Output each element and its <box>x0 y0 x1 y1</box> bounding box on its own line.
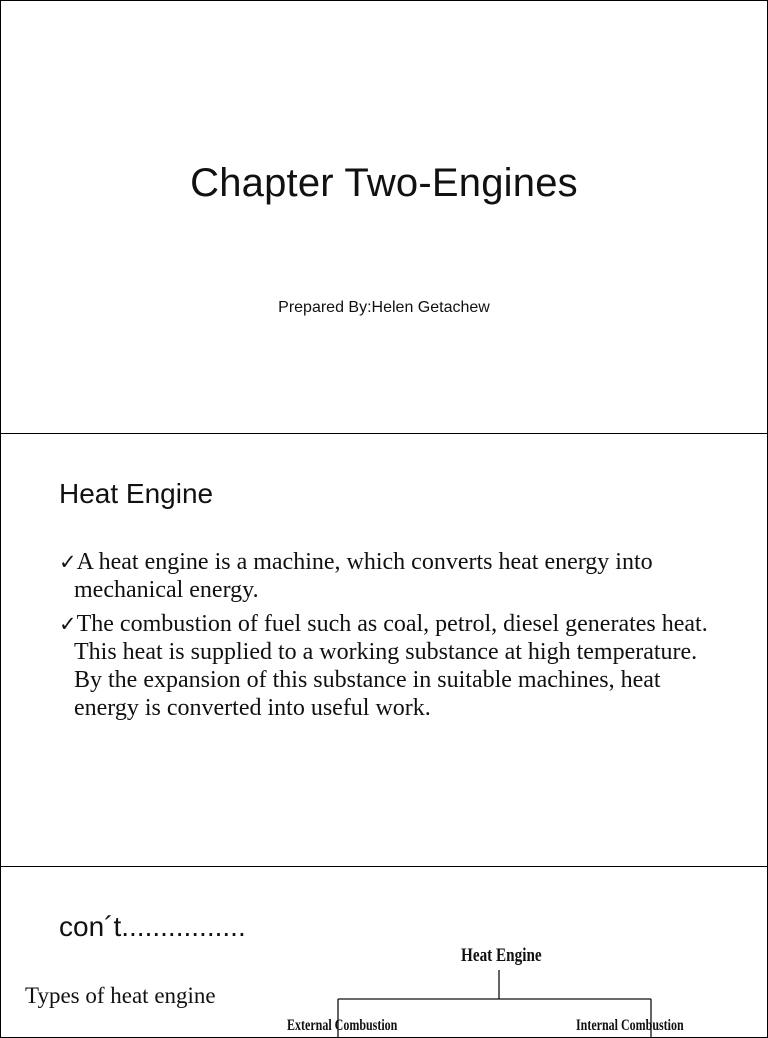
types-label: Types of heat engine <box>25 983 216 1008</box>
slide-heat-engine <box>0 433 768 867</box>
diagram-left-label: External Combustion <box>287 1017 398 1034</box>
slide-heading: Heat Engine <box>59 478 214 509</box>
slide-heading: con´t................ <box>59 911 246 942</box>
bullet-text: The combustion of fuel such as coal, petrol, diesel generates heat. This heat is supplied to a working substance at high temperature. By the expansion of this substance in suitable machines, heat energy is converted into useful work. <box>74 611 708 721</box>
diagram-root-label: Heat Engine <box>461 945 542 966</box>
slide-title <box>0 0 768 434</box>
checkmark-icon: ✓ <box>59 612 77 636</box>
checkmark-icon: ✓ <box>59 550 77 574</box>
diagram-right-label: Internal Combustion <box>576 1017 684 1034</box>
bullet-item <box>59 548 719 604</box>
slide-types <box>0 866 768 1038</box>
bullet-item <box>59 610 719 722</box>
bullet-list <box>59 548 719 728</box>
bullet-text: A heat engine is a machine, which converts heat energy into mechanical energy. <box>74 549 653 603</box>
slide-subtitle-text: Prepared By:Helen Getachew <box>278 299 490 316</box>
slide-title-text: Chapter Two-Engines <box>190 161 578 205</box>
heat-engine-diagram <box>271 937 731 1037</box>
